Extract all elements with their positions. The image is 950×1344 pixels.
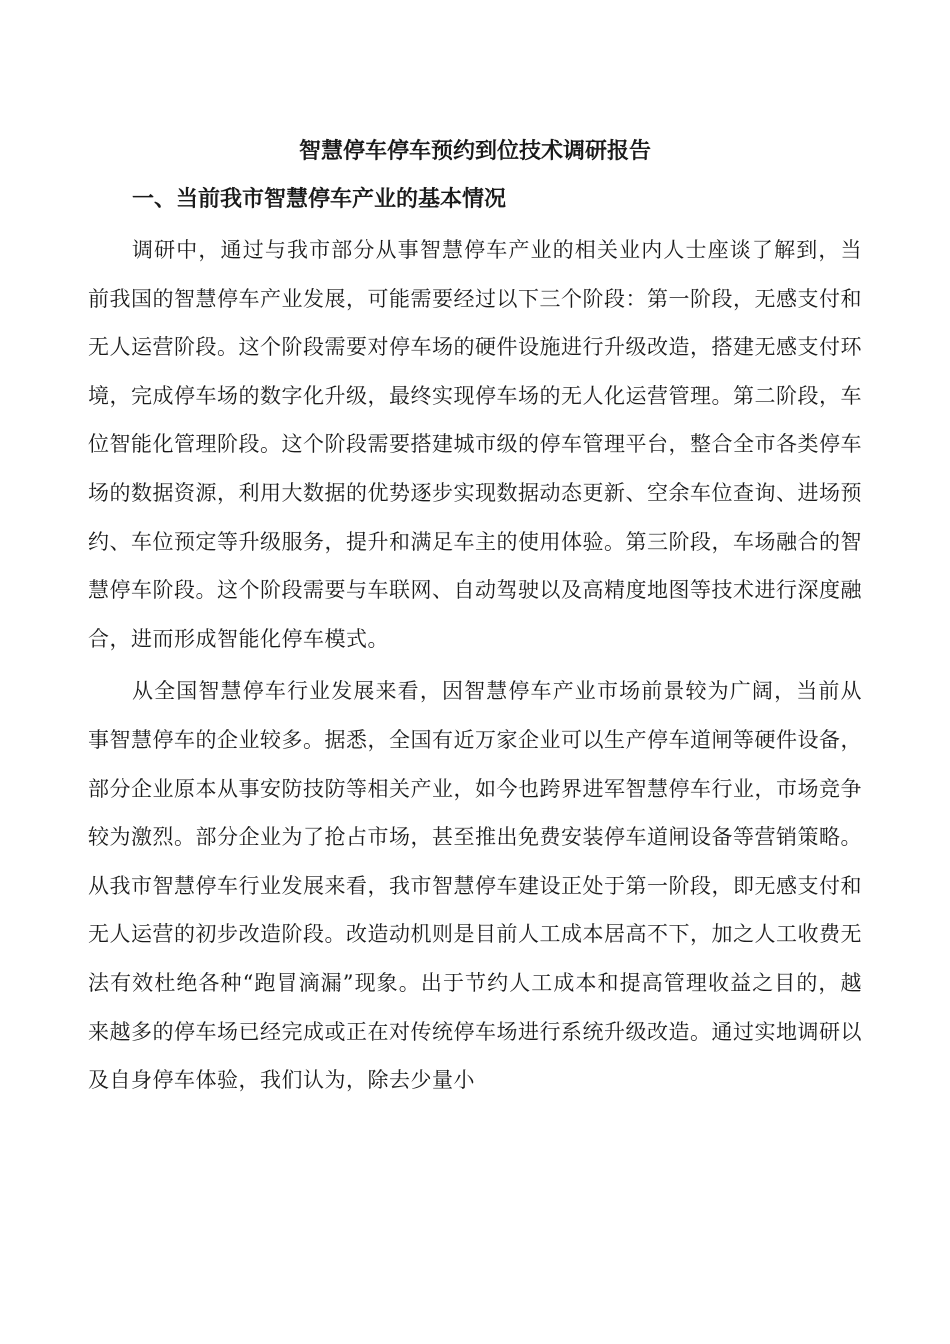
document-title: 智慧停车停车预约到位技术调研报告 xyxy=(298,139,651,164)
paragraph-1: 调研中，通过与我市部分从事智慧停车产业的相关业内人士座谈了解到，当前我国的智慧停车产业发展，可能需要经过以下三个阶段：第一阶段，无感支付和无人运营阶段。这个阶段需要对停车场的硬件设施进行升级改造，搭建无感支付环境，完成停车场的数字化升级，最终实现停车场的无人化运营管理。第二阶段，车位智能化管理阶段。这个阶段需要搭建城市级的停车管理平台，整合全市各类停车场的数据资源，利用大数据的优势逐步实现数据动态更新、空余车位查询、进场预约、车位预定等升级服务，提升和满足车主的使用体验。第三阶段，车场融合的智慧停车阶段。这个阶段需要与车联网、自动驾驶以及高精度地图等技术进行深度融合，进而形成智能化停车模式。 xyxy=(88,238,862,651)
document-body xyxy=(88,128,862,1105)
paragraph-2: 从全国智慧停车行业发展来看，因智慧停车产业市场前景较为广阔，当前从事智慧停车的企业较多。据悉，全国有近万家企业可以生产停车道闸等硬件设备，部分企业原本从事安防技防等相关产业，如今也跨界进军智慧停车行业，市场竞争较为激烈。部分企业为了抢占市场，甚至推出免费安装停车道闸设备等营销策略。从我市智慧停车行业发展来看，我市智慧停车建设正处于第一阶段，即无感支付和无人运营的初步改造阶段。改造动机则是目前人工成本居高不下，加之人工收费无法有效杜绝各种“跑冒滴漏”现象。出于节约人工成本和提高管理收益之目的，越来越多的停车场已经完成或正在对传统停车场进行系统升级改造。通过实地调研以及自身停车体验，我们认为，除去少量小 xyxy=(88,679,862,1093)
section-heading: 一、当前我市智慧停车产业的基本情况 xyxy=(132,187,507,212)
